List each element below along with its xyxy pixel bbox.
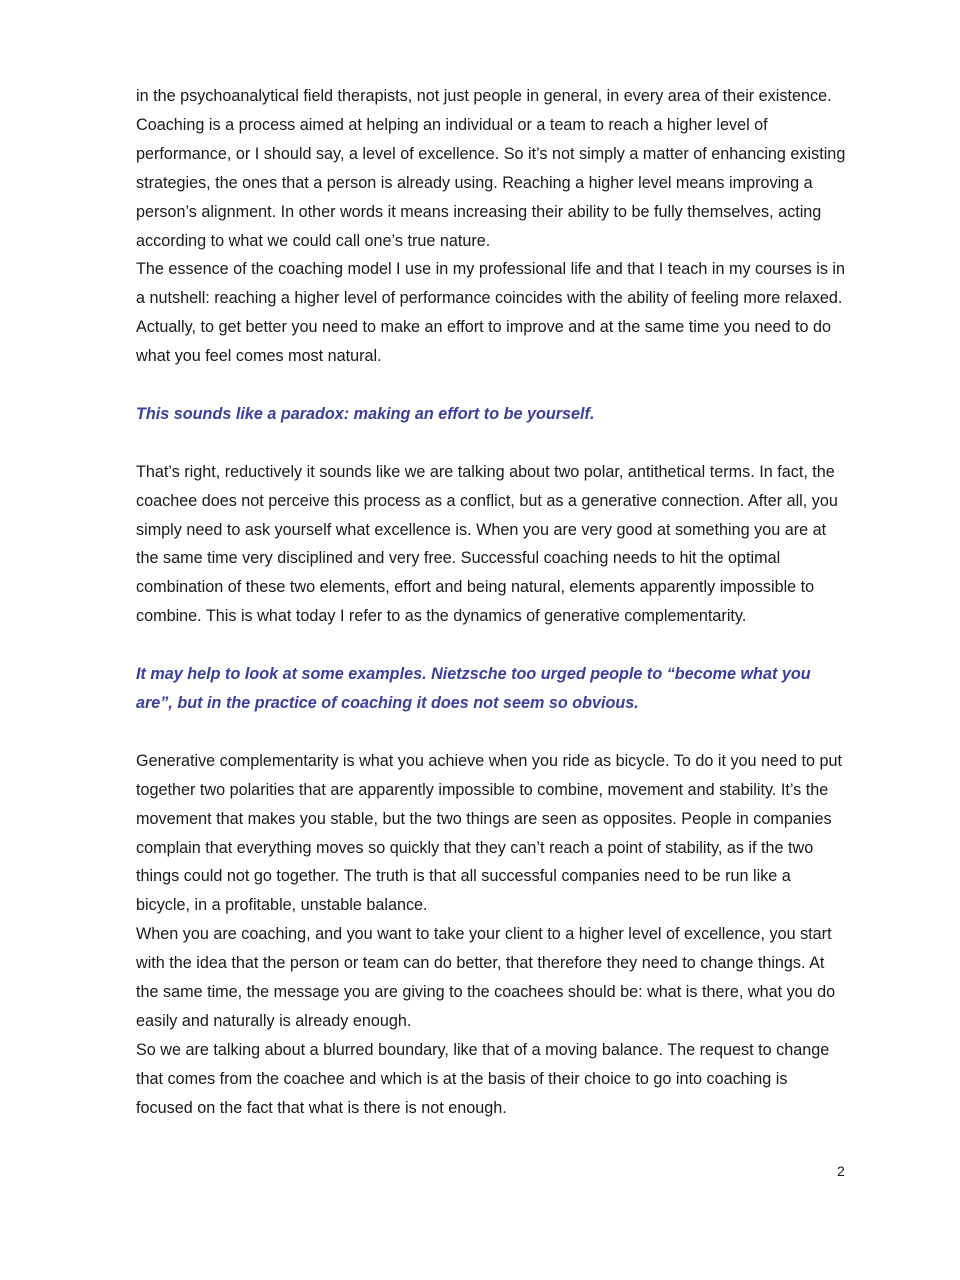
- body-paragraph-1: in the psychoanalytical field therapists, not just people in general, in every area of their existence.: [136, 87, 832, 105]
- body-paragraph-5: Generative complementarity is what you achieve when you ride as bicycle. To do it you need to put together two polarities that are apparently impossible to combine, movement and stability. It’s the movement that makes you stable, but the two things are seen as opposites. People in companies complain that everything moves so quickly that they can’t reach a point of stability, as if the two things could not go together. The truth is that all successful companies need to be run like a bicycle, in a profitable, unstable balance.: [136, 751, 843, 915]
- interview-question-1: This sounds like a paradox: making an effort to be yourself.: [136, 404, 595, 423]
- page-number: 2: [837, 1163, 845, 1179]
- body-paragraph-2: Coaching is a process aimed at helping an individual or a team to reach a higher level of performance, or I should say, a level of excellence. So it’s not simply a matter of enhancing existing strategies, the ones that a person is already using. Reaching a higher level means improving a person’s alignment. In other words it means increasing their ability to be fully themselves, acting according to what we could call one’s true nature.: [136, 115, 846, 250]
- interview-question-2: It may help to look at some examples. Nietzsche too urged people to “become what you are”, but in the practice of coaching it does not seem so obvious.: [136, 665, 811, 712]
- body-paragraph-4: That’s right, reductively it sounds like we are talking about two polar, antithetical terms. In fact, the coachee does not perceive this process as a conflict, but as a generative connection. After all, you simply need to ask yourself what excellence is. When you are very good at something you are at the same time very disciplined and very free. Successful coaching needs to hit the optimal combination of these two elements, effort and being natural, elements apparently impossible to combine. This is what today I refer to as the dynamics of generative complementarity.: [136, 462, 838, 626]
- body-paragraph-6: When you are coaching, and you want to take your client to a higher level of excellence, you start with the idea that the person or team can do better, that therefore they need to change things. At the same time, the message you are giving to the coachees should be: what is there, what you do easily and naturally is already enough.: [136, 925, 836, 1030]
- page-body: [136, 82, 846, 1123]
- body-paragraph-7: So we are talking about a blurred boundary, like that of a moving balance. The request to change that comes from the coachee and which is at the basis of their choice to go into coaching is focused on the fact that what is there is not enough.: [136, 1040, 830, 1117]
- body-paragraph-3: The essence of the coaching model I use in my professional life and that I teach in my courses is in a nutshell: reaching a higher level of performance coincides with the ability of feeling more relaxed. Actually, to get better you need to make an effort to improve and at the same time you need to do what you feel comes most natural.: [136, 260, 846, 366]
